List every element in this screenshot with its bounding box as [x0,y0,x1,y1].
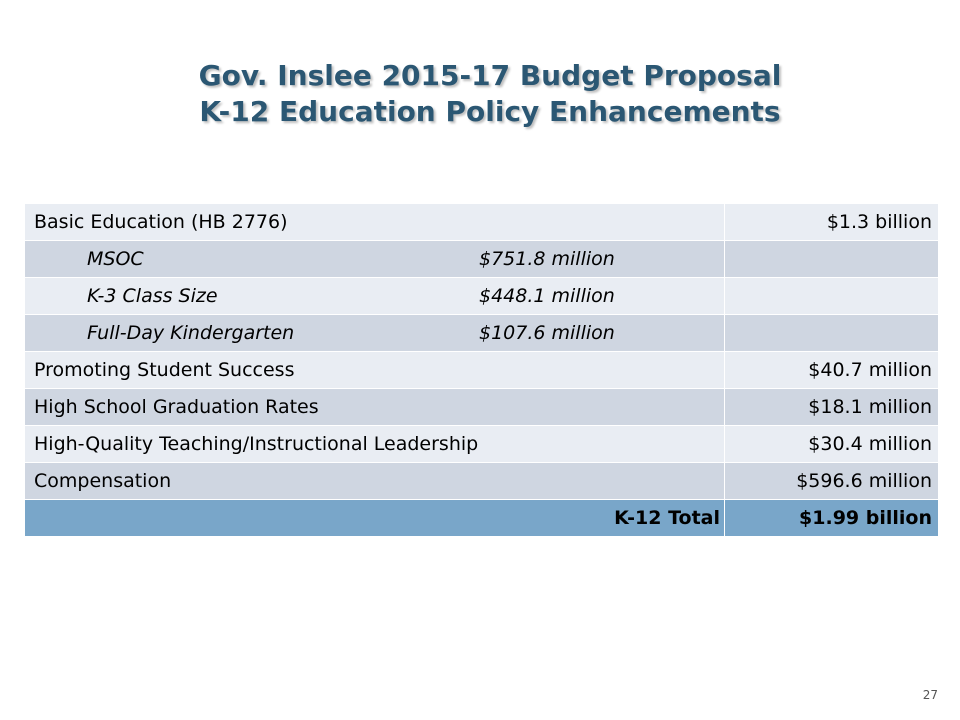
title-line-2: K-12 Education Policy Enhancements [199,95,781,128]
row-amount-empty [725,278,939,315]
slide-title [0,58,960,130]
sub-row-amount: $751.8 million [479,248,615,270]
sub-row-cell [25,241,725,278]
row-label: High-Quality Teaching/Instructional Leadership [25,426,725,463]
sub-row-cell [25,278,725,315]
sub-row-label: K-3 Class Size [87,285,218,307]
table-row [25,352,939,389]
row-amount: $30.4 million [725,426,939,463]
row-label: Compensation [25,463,725,500]
row-amount: $1.3 billion [725,204,939,241]
total-row [25,500,939,537]
sub-row-amount: $448.1 million [479,285,615,307]
page-number: 27 [922,688,938,702]
table-row [25,389,939,426]
row-amount: $596.6 million [725,463,939,500]
sub-row-amount: $107.6 million [479,322,615,344]
row-amount-empty [725,315,939,352]
total-label: K-12 Total [25,500,725,537]
table-row [25,204,939,241]
title-line-1: Gov. Inslee 2015-17 Budget Proposal [198,59,782,92]
row-label: High School Graduation Rates [25,389,725,426]
row-amount-empty [725,241,939,278]
table-row [25,241,939,278]
table-row [25,463,939,500]
row-amount: $18.1 million [725,389,939,426]
total-amount: $1.99 billion [725,500,939,537]
sub-row-cell [25,315,725,352]
sub-row-label: Full-Day Kindergarten [87,322,295,344]
sub-row-label: MSOC [87,248,144,270]
row-label: Promoting Student Success [25,352,725,389]
table-row [25,426,939,463]
budget-table [24,203,939,537]
row-amount: $40.7 million [725,352,939,389]
table-row [25,278,939,315]
row-label: Basic Education (HB 2776) [25,204,725,241]
table-row [25,315,939,352]
